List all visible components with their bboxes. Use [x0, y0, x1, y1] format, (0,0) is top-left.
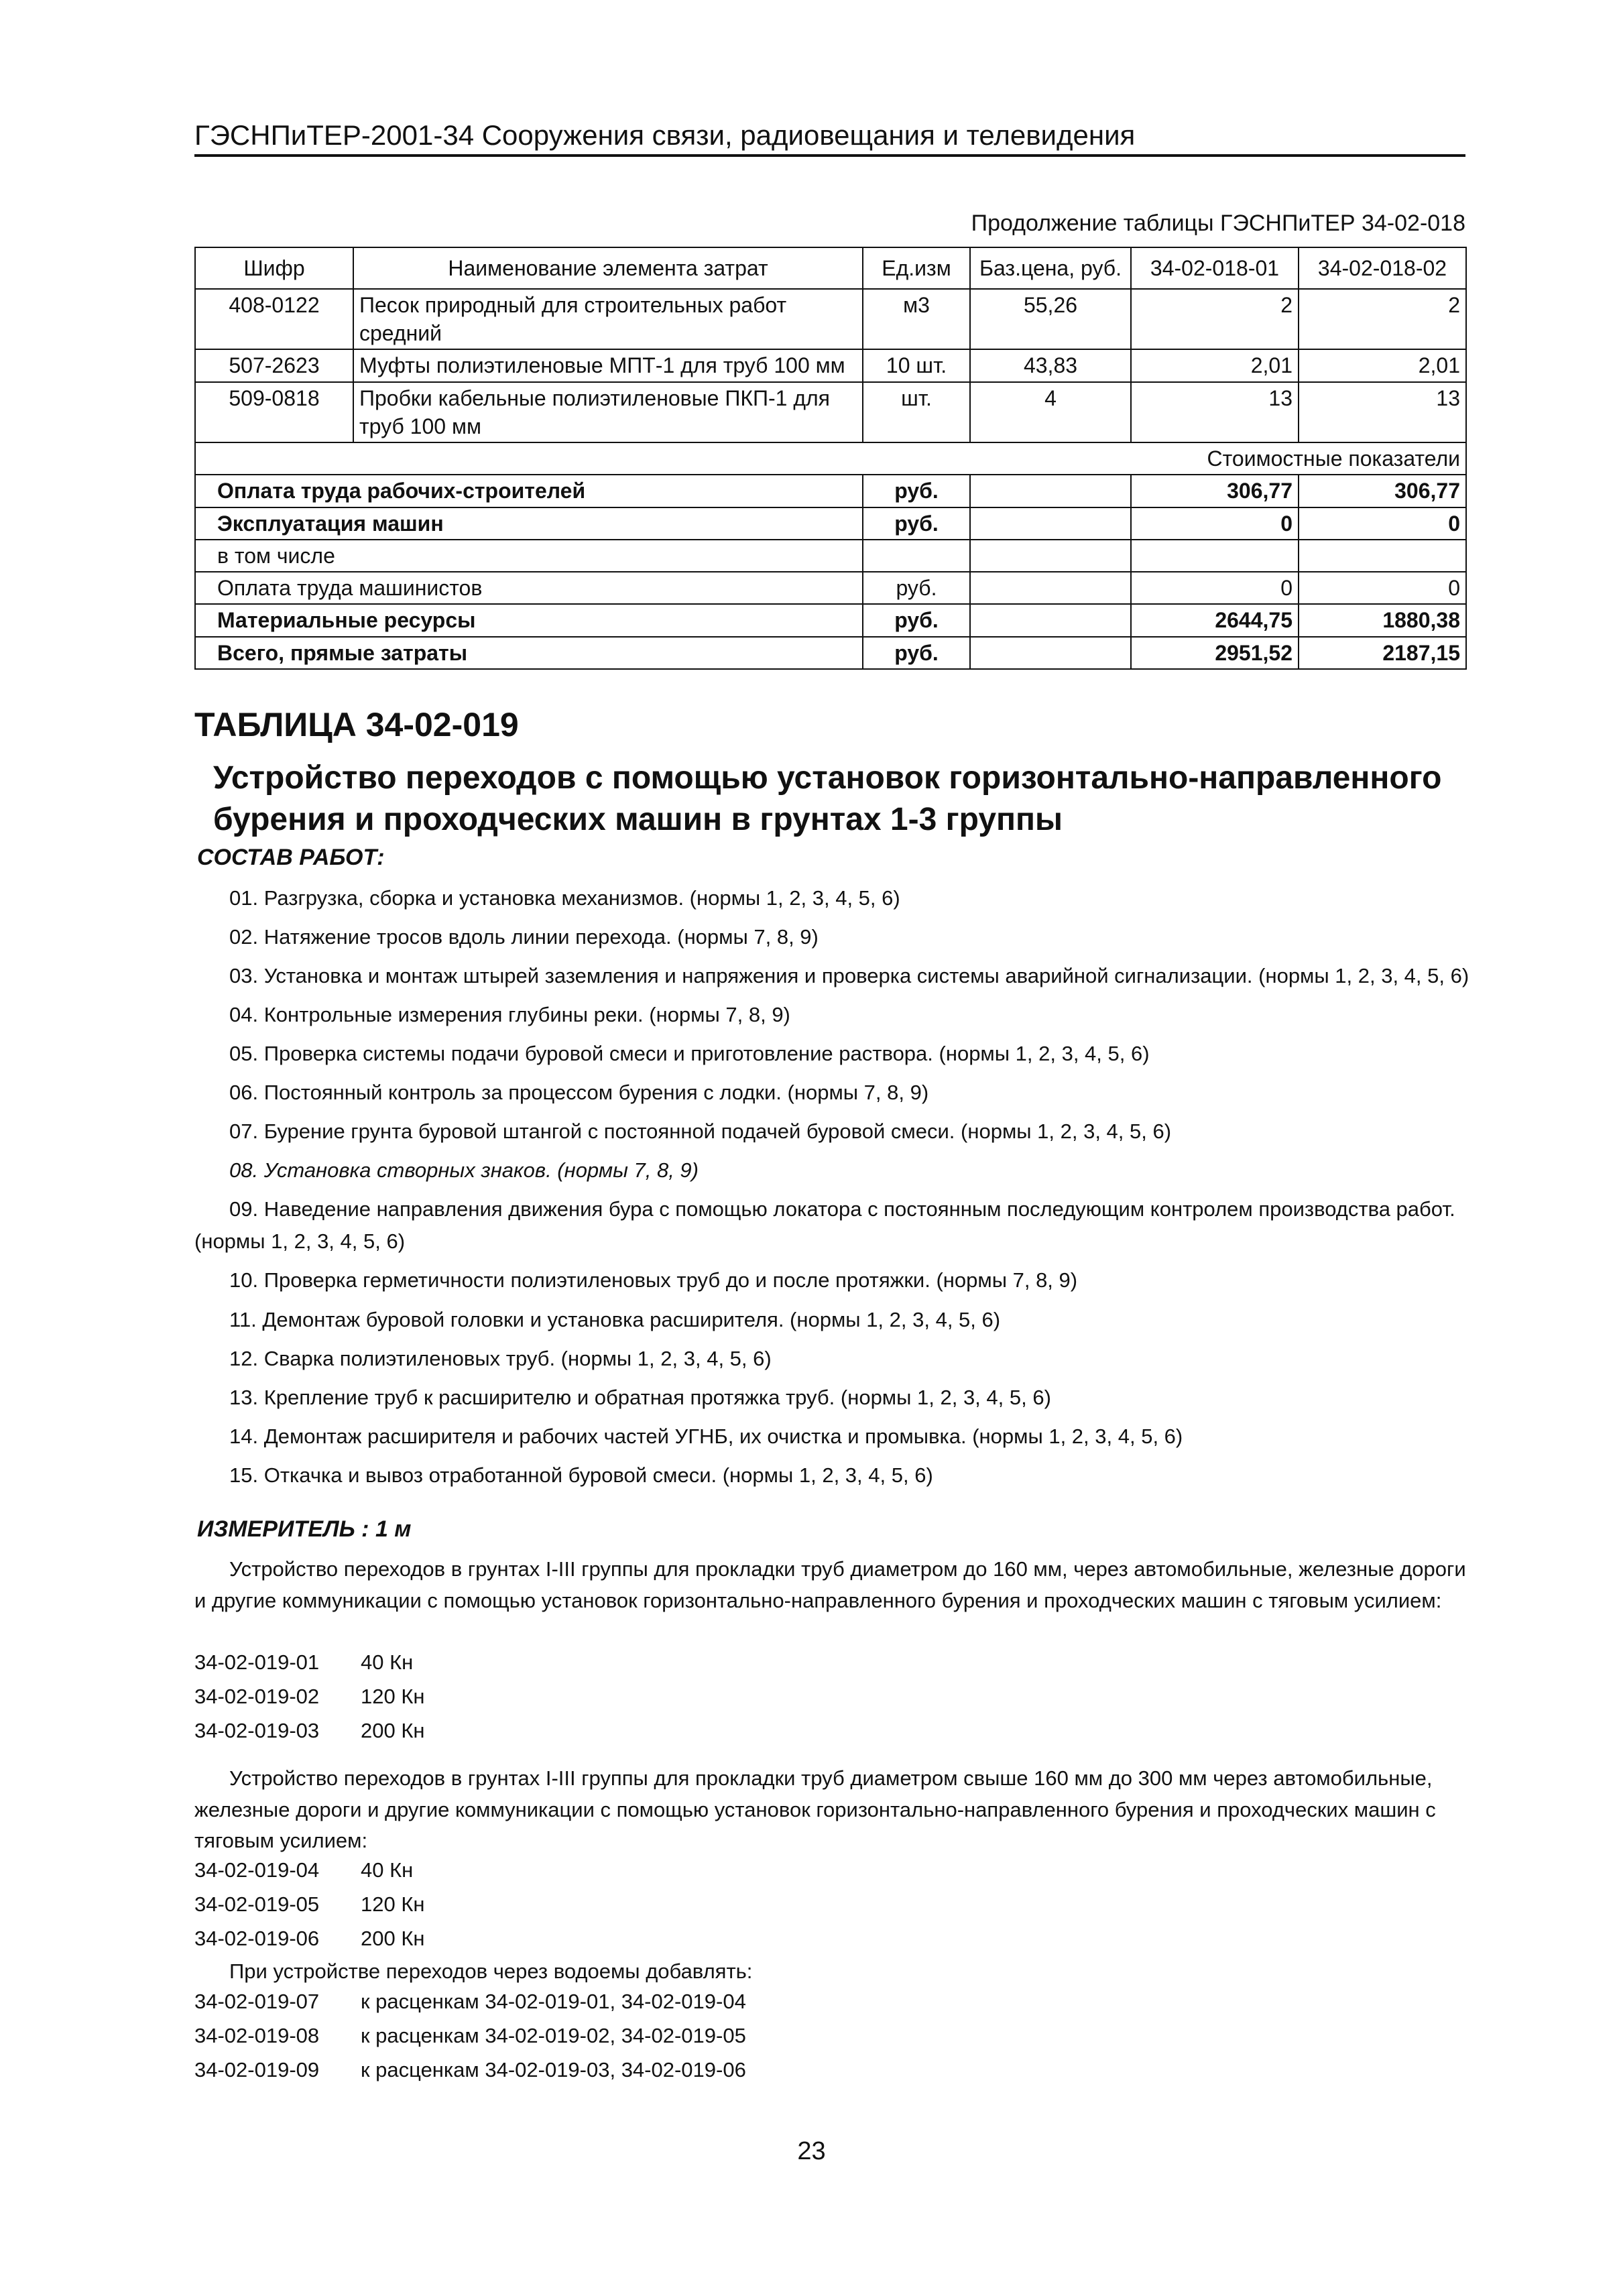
code: 34-02-019-09 — [194, 2058, 320, 2081]
cost-name: Эксплуатация машин — [195, 507, 863, 540]
table-title: ТАБЛИЦА 34-02-019 — [194, 706, 519, 743]
row-value-2: 2 — [1299, 289, 1466, 349]
cost-name: Оплата труда машинистов — [195, 572, 863, 604]
cost-name: Всего, прямые затраты — [195, 637, 863, 669]
row-name: Муфты полиэтиленовые МПТ-1 для труб 100 мм — [353, 349, 863, 381]
work-item: 15. Откачка и вывоз отработанной буровой смеси. (нормы 1, 2, 3, 4, 5, 6) — [229, 1463, 933, 1487]
cost-value-1: 0 — [1131, 507, 1299, 540]
cost-price — [970, 540, 1131, 572]
cost-row — [195, 637, 1466, 669]
row-name: Песок природный для строительных работ средний — [353, 289, 863, 349]
cost-value-2: 1880,38 — [1299, 604, 1466, 636]
row-code: 408-0122 — [195, 289, 353, 349]
cost-price — [970, 637, 1131, 669]
row-unit: 10 шт. — [863, 349, 970, 381]
code-row — [194, 1892, 425, 1927]
paragraph-text: При устройстве переходов через водоемы добавлять: — [229, 1959, 753, 1983]
cost-header-row — [195, 442, 1466, 475]
paragraph-text: Устройство переходов в грунтах I-III группы для прокладки труб диаметром до 160 мм, через автомобильные, железные дороги и другие коммуникации с помощью установок горизонтально-направленного бурения и проходческих машин с тяговым усилием: — [194, 1557, 1466, 1612]
work-item: 06. Постоянный контроль за процессом бурения с лодки. (нормы 7, 8, 9) — [229, 1081, 929, 1105]
cost-value-1 — [1131, 540, 1299, 572]
cost-unit: руб. — [863, 637, 970, 669]
work-item: 01. Разгрузка, сборка и установка механизмов. (нормы 1, 2, 3, 4, 5, 6) — [229, 886, 900, 910]
work-item: 08. Установка створных знаков. (нормы 7, 8, 9) — [229, 1158, 699, 1183]
row-price: 55,26 — [970, 289, 1131, 349]
cost-name: Оплата труда рабочих-строителей — [195, 475, 863, 507]
table-subtitle: Устройство переходов с помощью установок горизонтально-направленного бурения и проходческих машин в грунтах 1-3 группы — [213, 760, 1442, 838]
paragraph-2 — [194, 1763, 1475, 1857]
table-row — [195, 289, 1466, 349]
code-row — [194, 2058, 746, 2092]
code-list-2 — [194, 1858, 425, 1961]
row-unit: м3 — [863, 289, 970, 349]
code: 34-02-019-01 — [194, 1650, 320, 1674]
cost-value-1: 0 — [1131, 572, 1299, 604]
cost-row — [195, 507, 1466, 540]
paragraph-1 — [194, 1554, 1475, 1616]
work-item: 02. Натяжение тросов вдоль линии перехода. (нормы 7, 8, 9) — [229, 925, 819, 949]
table-header-row — [195, 247, 1466, 289]
code-text: 120 Кн — [361, 1685, 425, 1708]
cost-unit: руб. — [863, 572, 970, 604]
measure-label: ИЗМЕРИТЕЛЬ : 1 м — [197, 1516, 412, 1542]
cost-unit: руб. — [863, 604, 970, 636]
code-text: к расценкам 34-02-019-03, 34-02-019-06 — [361, 2058, 746, 2081]
cost-value-2: 0 — [1299, 572, 1466, 604]
cost-name: в том числе — [195, 540, 863, 572]
cost-header: Стоимостные показатели — [195, 442, 1466, 475]
work-item: 07. Бурение грунта буровой штангой с постоянной подачей буровой смеси. (нормы 1, 2, 3, 4, 5, 6) — [229, 1120, 1172, 1144]
code-text: 40 Кн — [361, 1858, 414, 1882]
row-value-1: 13 — [1131, 382, 1299, 442]
code: 34-02-019-08 — [194, 2024, 320, 2047]
cost-value-2: 0 — [1299, 507, 1466, 540]
table-row — [195, 349, 1466, 381]
code-row — [194, 1990, 746, 2024]
code-row — [194, 1650, 425, 1685]
work-item: 04. Контрольные измерения глубины реки. (нормы 7, 8, 9) — [229, 1003, 790, 1027]
column-header: Шифр — [195, 247, 353, 289]
cost-unit: руб. — [863, 507, 970, 540]
code-text: 200 Кн — [361, 1719, 425, 1742]
column-header: 34-02-018-01 — [1131, 247, 1299, 289]
code-row — [194, 1719, 425, 1753]
row-value-1: 2,01 — [1131, 349, 1299, 381]
column-header: 34-02-018-02 — [1299, 247, 1466, 289]
code-row — [194, 1858, 425, 1892]
code: 34-02-019-02 — [194, 1685, 320, 1708]
cost-row — [195, 475, 1466, 507]
cost-row — [195, 604, 1466, 636]
code: 34-02-019-06 — [194, 1927, 320, 1950]
cost-price — [970, 475, 1131, 507]
cost-name: Материальные ресурсы — [195, 604, 863, 636]
row-value-2: 2,01 — [1299, 349, 1466, 381]
work-item: 13. Крепление труб к расширителю и обратная протяжка труб. (нормы 1, 2, 3, 4, 5, 6) — [229, 1385, 1051, 1409]
code-list-3 — [194, 1990, 746, 2092]
cost-price — [970, 604, 1131, 636]
cost-row — [195, 572, 1466, 604]
table-caption: Продолжение таблицы ГЭСНПиТЕР 34-02-018 — [971, 210, 1465, 236]
cost-price — [970, 572, 1131, 604]
row-code: 509-0818 — [195, 382, 353, 442]
cost-value-1: 306,77 — [1131, 475, 1299, 507]
cost-table — [194, 247, 1467, 670]
row-code: 507-2623 — [195, 349, 353, 381]
cost-value-2: 306,77 — [1299, 475, 1466, 507]
row-price: 43,83 — [970, 349, 1131, 381]
cost-price — [970, 507, 1131, 540]
cost-unit — [863, 540, 970, 572]
cost-value-1: 2644,75 — [1131, 604, 1299, 636]
work-item: 03. Установка и монтаж штырей заземления и напряжения и проверка системы аварийной сигнализации. (нормы 1, 2, 3, 4, 5, 6) — [229, 964, 1469, 988]
code-text: 120 Кн — [361, 1892, 425, 1916]
page-header: ГЭСНПиТЕР-2001-34 Сооружения связи, радиовещания и телевидения — [194, 119, 1465, 157]
code-text: 40 Кн — [361, 1650, 414, 1674]
work-item: 05. Проверка системы подачи буровой смеси и приготовление раствора. (нормы 1, 2, 3, 4, 5, 6) — [229, 1042, 1150, 1066]
work-item: 11. Демонтаж буровой головки и установка расширителя. (нормы 1, 2, 3, 4, 5, 6) — [229, 1307, 1001, 1331]
paragraph-3 — [194, 1956, 1475, 1988]
page-number: 23 — [797, 2137, 826, 2165]
code-text: 200 Кн — [361, 1927, 425, 1950]
table-row — [195, 382, 1466, 442]
code-list-1 — [194, 1650, 425, 1753]
work-item: 14. Демонтаж расширителя и рабочих частей УГНБ, их очистка и промывка. (нормы 1, 2, 3, 4, 5, 6) — [229, 1424, 1183, 1448]
work-list — [194, 882, 1475, 1492]
cost-unit: руб. — [863, 475, 970, 507]
work-item: 12. Сварка полиэтиленовых труб. (нормы 1, 2, 3, 4, 5, 6) — [229, 1346, 772, 1370]
code-text: к расценкам 34-02-019-02, 34-02-019-05 — [361, 2024, 746, 2047]
column-header: Ед.изм — [863, 247, 970, 289]
cost-value-2: 2187,15 — [1299, 637, 1466, 669]
work-item: 10. Проверка герметичности полиэтиленовых труб до и после протяжки. (нормы 7, 8, 9) — [229, 1268, 1078, 1292]
code: 34-02-019-03 — [194, 1719, 320, 1742]
work-item: 09. Наведение направления движения бура с помощью локатора с постоянным последующим контролем производства работ. (нормы 1, 2, 3, 4, 5, 6) — [194, 1197, 1455, 1254]
code-text: к расценкам 34-02-019-01, 34-02-019-04 — [361, 1990, 746, 2013]
row-name: Пробки кабельные полиэтиленовые ПКП-1 для труб 100 мм — [353, 382, 863, 442]
code: 34-02-019-04 — [194, 1858, 320, 1882]
row-value-1: 2 — [1131, 289, 1299, 349]
code: 34-02-019-05 — [194, 1892, 320, 1916]
row-price: 4 — [970, 382, 1131, 442]
cost-value-1: 2951,52 — [1131, 637, 1299, 669]
work-heading: СОСТАВ РАБОТ: — [197, 845, 385, 870]
code-row — [194, 2024, 746, 2058]
row-value-2: 13 — [1299, 382, 1466, 442]
cost-value-2 — [1299, 540, 1466, 572]
column-header: Баз.цена, руб. — [970, 247, 1131, 289]
code: 34-02-019-07 — [194, 1990, 320, 2013]
column-header: Наименование элемента затрат — [353, 247, 863, 289]
code-row — [194, 1685, 425, 1719]
row-unit: шт. — [863, 382, 970, 442]
cost-row — [195, 540, 1466, 572]
paragraph-text: Устройство переходов в грунтах I-III группы для прокладки труб диаметром свыше 160 мм до 300 мм через автомобильные, железные дороги и другие коммуникации с помощью установок горизонтально-направленного бурения и проходческих машин с тяговым усилием: — [194, 1766, 1436, 1852]
